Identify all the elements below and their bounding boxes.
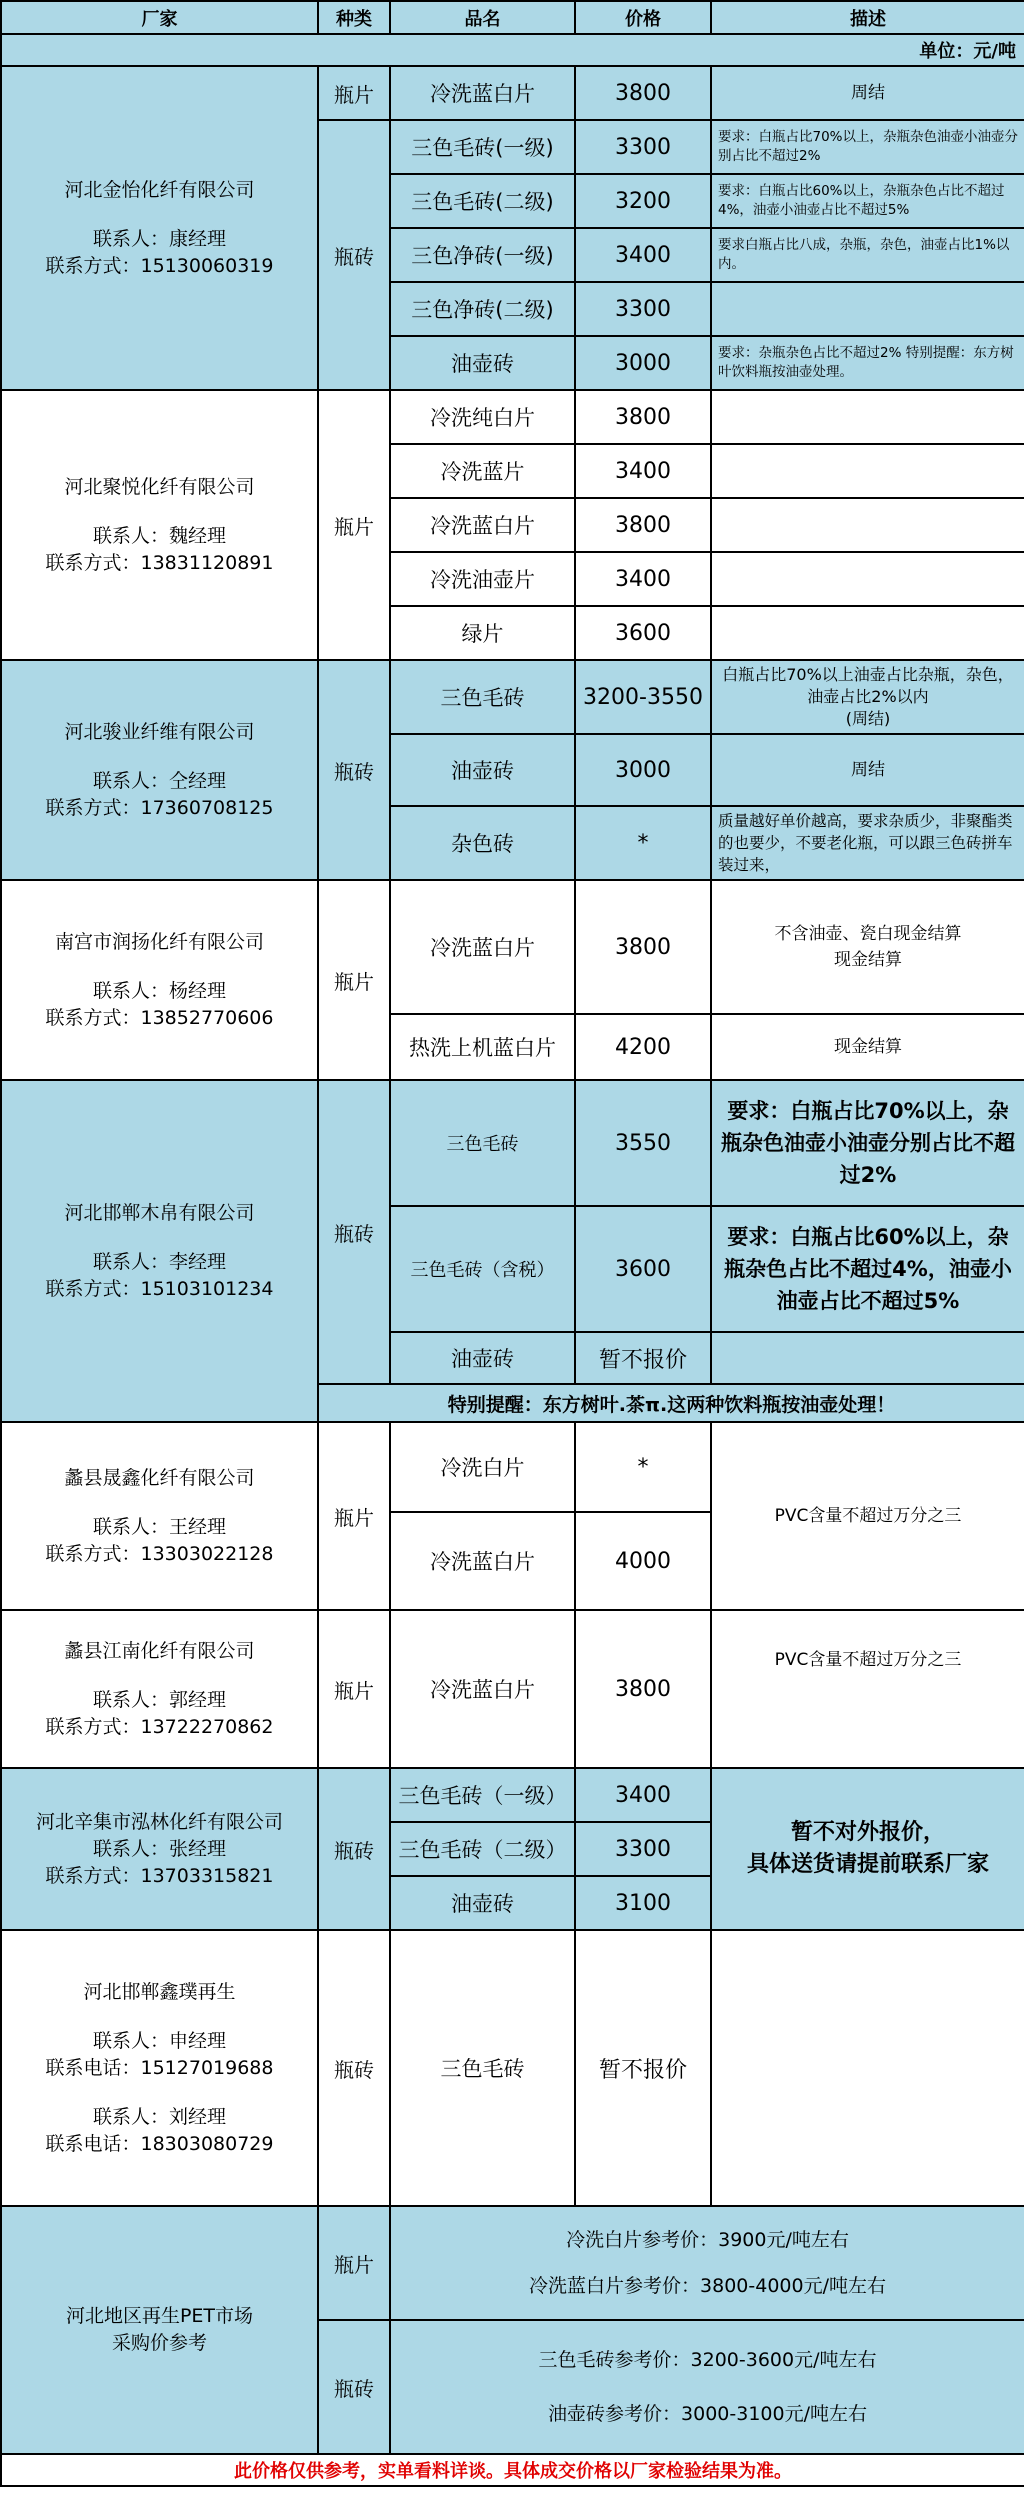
unit-row <box>1 34 1024 66</box>
product-cell: 油壶砖 <box>390 1332 575 1384</box>
price-cell: 3400 <box>575 444 711 498</box>
product-cell: 三色净砖(一级) <box>390 228 575 282</box>
table-row <box>1 880 1024 1014</box>
company-name: 河北金怡化纤有限公司 <box>64 178 255 201</box>
category-cell: 瓶砖 <box>318 1930 390 2206</box>
factory-cell <box>1 880 318 1080</box>
price-cell: 3000 <box>575 336 711 390</box>
product-cell: 热洗上机蓝白片 <box>390 1014 575 1080</box>
price-cell: 3300 <box>575 1822 711 1876</box>
contact-person: 联系人：杨经理 <box>92 979 226 1002</box>
price-cell: * <box>575 1422 711 1512</box>
description-note: (周结) <box>845 709 891 728</box>
contact-person: 联系人：刘经理 <box>92 2105 226 2128</box>
description-text: 白瓶占比70%以上油壶占比杂瓶，杂色，油壶占比2%以内 <box>722 665 1014 706</box>
reference-line: 冷洗蓝白片参考价：3800-4000元/吨左右 <box>529 2275 886 2297</box>
category-cell: 瓶片 <box>318 66 390 120</box>
table-row <box>1 1422 1024 1512</box>
contact-person: 联系人：申经理 <box>92 2029 226 2052</box>
contact-phone: 联系方式：13831120891 <box>45 551 274 574</box>
category-cell: 瓶片 <box>318 1422 390 1610</box>
description-note: 具体送货请提前联系厂家 <box>746 1852 989 1877</box>
footer-row <box>1 2454 1024 2486</box>
price-cell: 3100 <box>575 1876 711 1930</box>
reference-cell <box>390 2320 1024 2454</box>
price-cell: 3000 <box>575 734 711 806</box>
price-cell: 4200 <box>575 1014 711 1080</box>
company-name: 河北邯郸木帛有限公司 <box>64 1201 255 1224</box>
product-cell: 三色毛砖（一级） <box>390 1768 575 1822</box>
description-cell <box>711 390 1024 444</box>
category-cell: 瓶砖 <box>318 660 390 880</box>
description-cell: 要求：白瓶占比70%以上，杂瓶杂色油壶小油壶分别占比不超过2% <box>711 120 1024 174</box>
price-cell: 3300 <box>575 282 711 336</box>
description-cell: 现金结算 <box>711 1014 1024 1080</box>
company-name: 河北聚悦化纤有限公司 <box>64 475 255 498</box>
product-cell: 冷洗蓝白片 <box>390 66 575 120</box>
company-name: 蠡县江南化纤有限公司 <box>64 1639 255 1662</box>
contact-phone: 联系电话：15127019688 <box>45 2056 274 2079</box>
product-cell: 三色毛砖(一级) <box>390 120 575 174</box>
contact-phone: 联系方式：15130060319 <box>45 254 274 277</box>
table-row <box>1 2206 1024 2320</box>
price-cell: 3800 <box>575 498 711 552</box>
col-header-product: 品名 <box>390 1 575 34</box>
contact-person: 联系人：张经理 <box>92 1837 226 1860</box>
reference-cell <box>390 2206 1024 2320</box>
factory-cell <box>1 660 318 880</box>
product-cell: 三色毛砖 <box>390 1930 575 2206</box>
contact-person: 联系人：魏经理 <box>92 524 226 547</box>
product-cell: 冷洗纯白片 <box>390 390 575 444</box>
factory-cell <box>1 1768 318 1930</box>
product-cell: 三色毛砖（含税） <box>390 1206 575 1332</box>
price-cell: 3800 <box>575 1610 711 1768</box>
product-cell: 冷洗蓝白片 <box>390 498 575 552</box>
description-cell: 周结 <box>711 734 1024 806</box>
product-cell: 杂色砖 <box>390 806 575 880</box>
special-reminder: 特别提醒：东方树叶.茶π.这两种饮料瓶按油壶处理！ <box>318 1384 1024 1422</box>
product-cell: 三色毛砖 <box>390 1080 575 1206</box>
product-cell: 三色毛砖 <box>390 660 575 734</box>
price-cell: 暂不报价 <box>575 1930 711 2206</box>
category-cell: 瓶砖 <box>318 1768 390 1930</box>
description-note: 现金结算 <box>834 950 902 970</box>
col-header-factory: 厂家 <box>1 1 318 34</box>
description-cell <box>711 1930 1024 2206</box>
table-row <box>1 1080 1024 1206</box>
product-cell: 三色毛砖(二级) <box>390 174 575 228</box>
contact-person: 联系人：王经理 <box>92 1515 226 1538</box>
factory-cell <box>1 1422 318 1610</box>
contact-phone: 联系电话：18303080729 <box>45 2132 274 2155</box>
reference-title: 河北地区再生PET市场 <box>65 2305 254 2327</box>
company-name: 河北骏业纤维有限公司 <box>64 720 255 743</box>
table-row <box>1 1610 1024 1768</box>
col-header-description: 描述 <box>711 1 1024 34</box>
price-cell: 暂不报价 <box>575 1332 711 1384</box>
description-cell: 要求：白瓶占比60%以上，杂瓶杂色占比不超过4%，油壶小油壶占比不超过5% <box>711 174 1024 228</box>
contact-phone: 联系方式：13852770606 <box>45 1006 274 1029</box>
col-header-category: 种类 <box>318 1 390 34</box>
category-cell: 瓶片 <box>318 1610 390 1768</box>
product-cell: 油壶砖 <box>390 1876 575 1930</box>
contact-person: 联系人：康经理 <box>92 227 226 250</box>
description-cell: 要求：白瓶占比70%以上，杂瓶杂色油壶小油壶分别占比不超过2% <box>711 1080 1024 1206</box>
description-text: 暂不对外报价， <box>790 1820 945 1845</box>
company-name: 河北邯郸鑫璞再生 <box>83 1980 236 2003</box>
product-cell: 冷洗蓝白片 <box>390 1512 575 1610</box>
category-cell: 瓶砖 <box>318 1080 390 1384</box>
description-text: 不含油壶、瓷白现金结算 <box>774 924 962 944</box>
table-row <box>1 660 1024 734</box>
price-cell: 3400 <box>575 1768 711 1822</box>
product-cell: 冷洗蓝白片 <box>390 1610 575 1768</box>
reference-line: 冷洗白片参考价：3900元/吨左右 <box>566 2229 849 2251</box>
description-cell <box>711 1768 1024 1930</box>
contact-person: 联系人：仝经理 <box>92 769 226 792</box>
reference-subtitle: 采购价参考 <box>111 2332 207 2354</box>
product-cell: 绿片 <box>390 606 575 660</box>
product-cell: 三色净砖(二级) <box>390 282 575 336</box>
description-cell: 要求：杂瓶杂色占比不超过2% 特别提醒：东方树叶饮料瓶按油壶处理。 <box>711 336 1024 390</box>
unit-label: 单位：元/吨 <box>1 34 1024 66</box>
table-row <box>1 66 1024 120</box>
description-cell <box>711 606 1024 660</box>
description-cell <box>711 1332 1024 1384</box>
factory-cell <box>1 1930 318 2206</box>
price-cell: 3400 <box>575 552 711 606</box>
product-cell: 油壶砖 <box>390 734 575 806</box>
factory-cell <box>1 66 318 390</box>
contact-phone: 联系方式：13303022128 <box>45 1542 274 1565</box>
product-cell: 油壶砖 <box>390 336 575 390</box>
contact-person: 联系人：郭经理 <box>92 1688 226 1711</box>
category-cell: 瓶片 <box>318 880 390 1080</box>
category-cell: 瓶片 <box>318 2206 390 2320</box>
product-cell: 冷洗白片 <box>390 1422 575 1512</box>
description-cell <box>711 444 1024 498</box>
price-cell: 3600 <box>575 606 711 660</box>
table-row <box>1 1930 1024 2206</box>
product-cell: 冷洗蓝白片 <box>390 880 575 1014</box>
price-cell: 3200-3550 <box>575 660 711 734</box>
contact-phone: 联系方式：13703315821 <box>45 1864 274 1887</box>
category-cell: 瓶砖 <box>318 2320 390 2454</box>
price-cell: 3800 <box>575 390 711 444</box>
description-cell: PVC含量不超过万分之三 <box>711 1422 1024 1610</box>
price-cell: 3600 <box>575 1206 711 1332</box>
factory-cell <box>1 1080 318 1422</box>
description-cell: PVC含量不超过万分之三 <box>711 1610 1024 1768</box>
contact-phone: 联系方式：15103101234 <box>45 1277 274 1300</box>
company-name: 南宫市润扬化纤有限公司 <box>54 930 264 953</box>
factory-cell <box>1 390 318 660</box>
price-cell: * <box>575 806 711 880</box>
description-cell: 要求：白瓶占比60%以上，杂瓶杂色占比不超过4%，油壶小油壶占比不超过5% <box>711 1206 1024 1332</box>
company-name: 蠡县晟鑫化纤有限公司 <box>64 1466 255 1489</box>
product-cell: 冷洗油壶片 <box>390 552 575 606</box>
contact-person: 联系人：李经理 <box>92 1250 226 1273</box>
price-cell: 3800 <box>575 66 711 120</box>
table-row <box>1 390 1024 444</box>
price-cell: 3550 <box>575 1080 711 1206</box>
description-cell: 周结 <box>711 66 1024 120</box>
contact-phone: 联系方式：13722270862 <box>45 1715 274 1738</box>
price-cell: 3200 <box>575 174 711 228</box>
header-row <box>1 1 1024 34</box>
description-cell <box>711 880 1024 1014</box>
contact-phone: 联系方式：17360708125 <box>45 796 274 819</box>
product-cell: 冷洗蓝片 <box>390 444 575 498</box>
category-cell: 瓶片 <box>318 390 390 660</box>
company-name: 河北辛集市泓林化纤有限公司 <box>35 1810 283 1833</box>
table-row <box>1 1768 1024 1822</box>
footer-disclaimer: 此价格仅供参考，实单看料详谈。具体成交价格以厂家检验结果为准。 <box>1 2454 1024 2486</box>
factory-cell <box>1 1610 318 1768</box>
reference-line: 三色毛砖参考价：3200-3600元/吨左右 <box>538 2349 877 2371</box>
reference-title-cell <box>1 2206 318 2454</box>
description-cell <box>711 282 1024 336</box>
description-cell: 要求白瓶占比八成，杂瓶，杂色，油壶占比1%以内。 <box>711 228 1024 282</box>
description-cell <box>711 498 1024 552</box>
price-cell: 3300 <box>575 120 711 174</box>
price-cell: 3400 <box>575 228 711 282</box>
col-header-price: 价格 <box>575 1 711 34</box>
price-cell: 3800 <box>575 880 711 1014</box>
description-cell <box>711 552 1024 606</box>
price-cell: 4000 <box>575 1512 711 1610</box>
category-cell: 瓶砖 <box>318 120 390 390</box>
description-cell <box>711 660 1024 734</box>
description-cell: 质量越好单价越高，要求杂质少，非聚酯类的也要少，不要老化瓶，可以跟三色砖拼车装过来， <box>711 806 1024 880</box>
product-cell: 三色毛砖（二级） <box>390 1822 575 1876</box>
reference-line: 油壶砖参考价：3000-3100元/吨左右 <box>548 2403 867 2425</box>
